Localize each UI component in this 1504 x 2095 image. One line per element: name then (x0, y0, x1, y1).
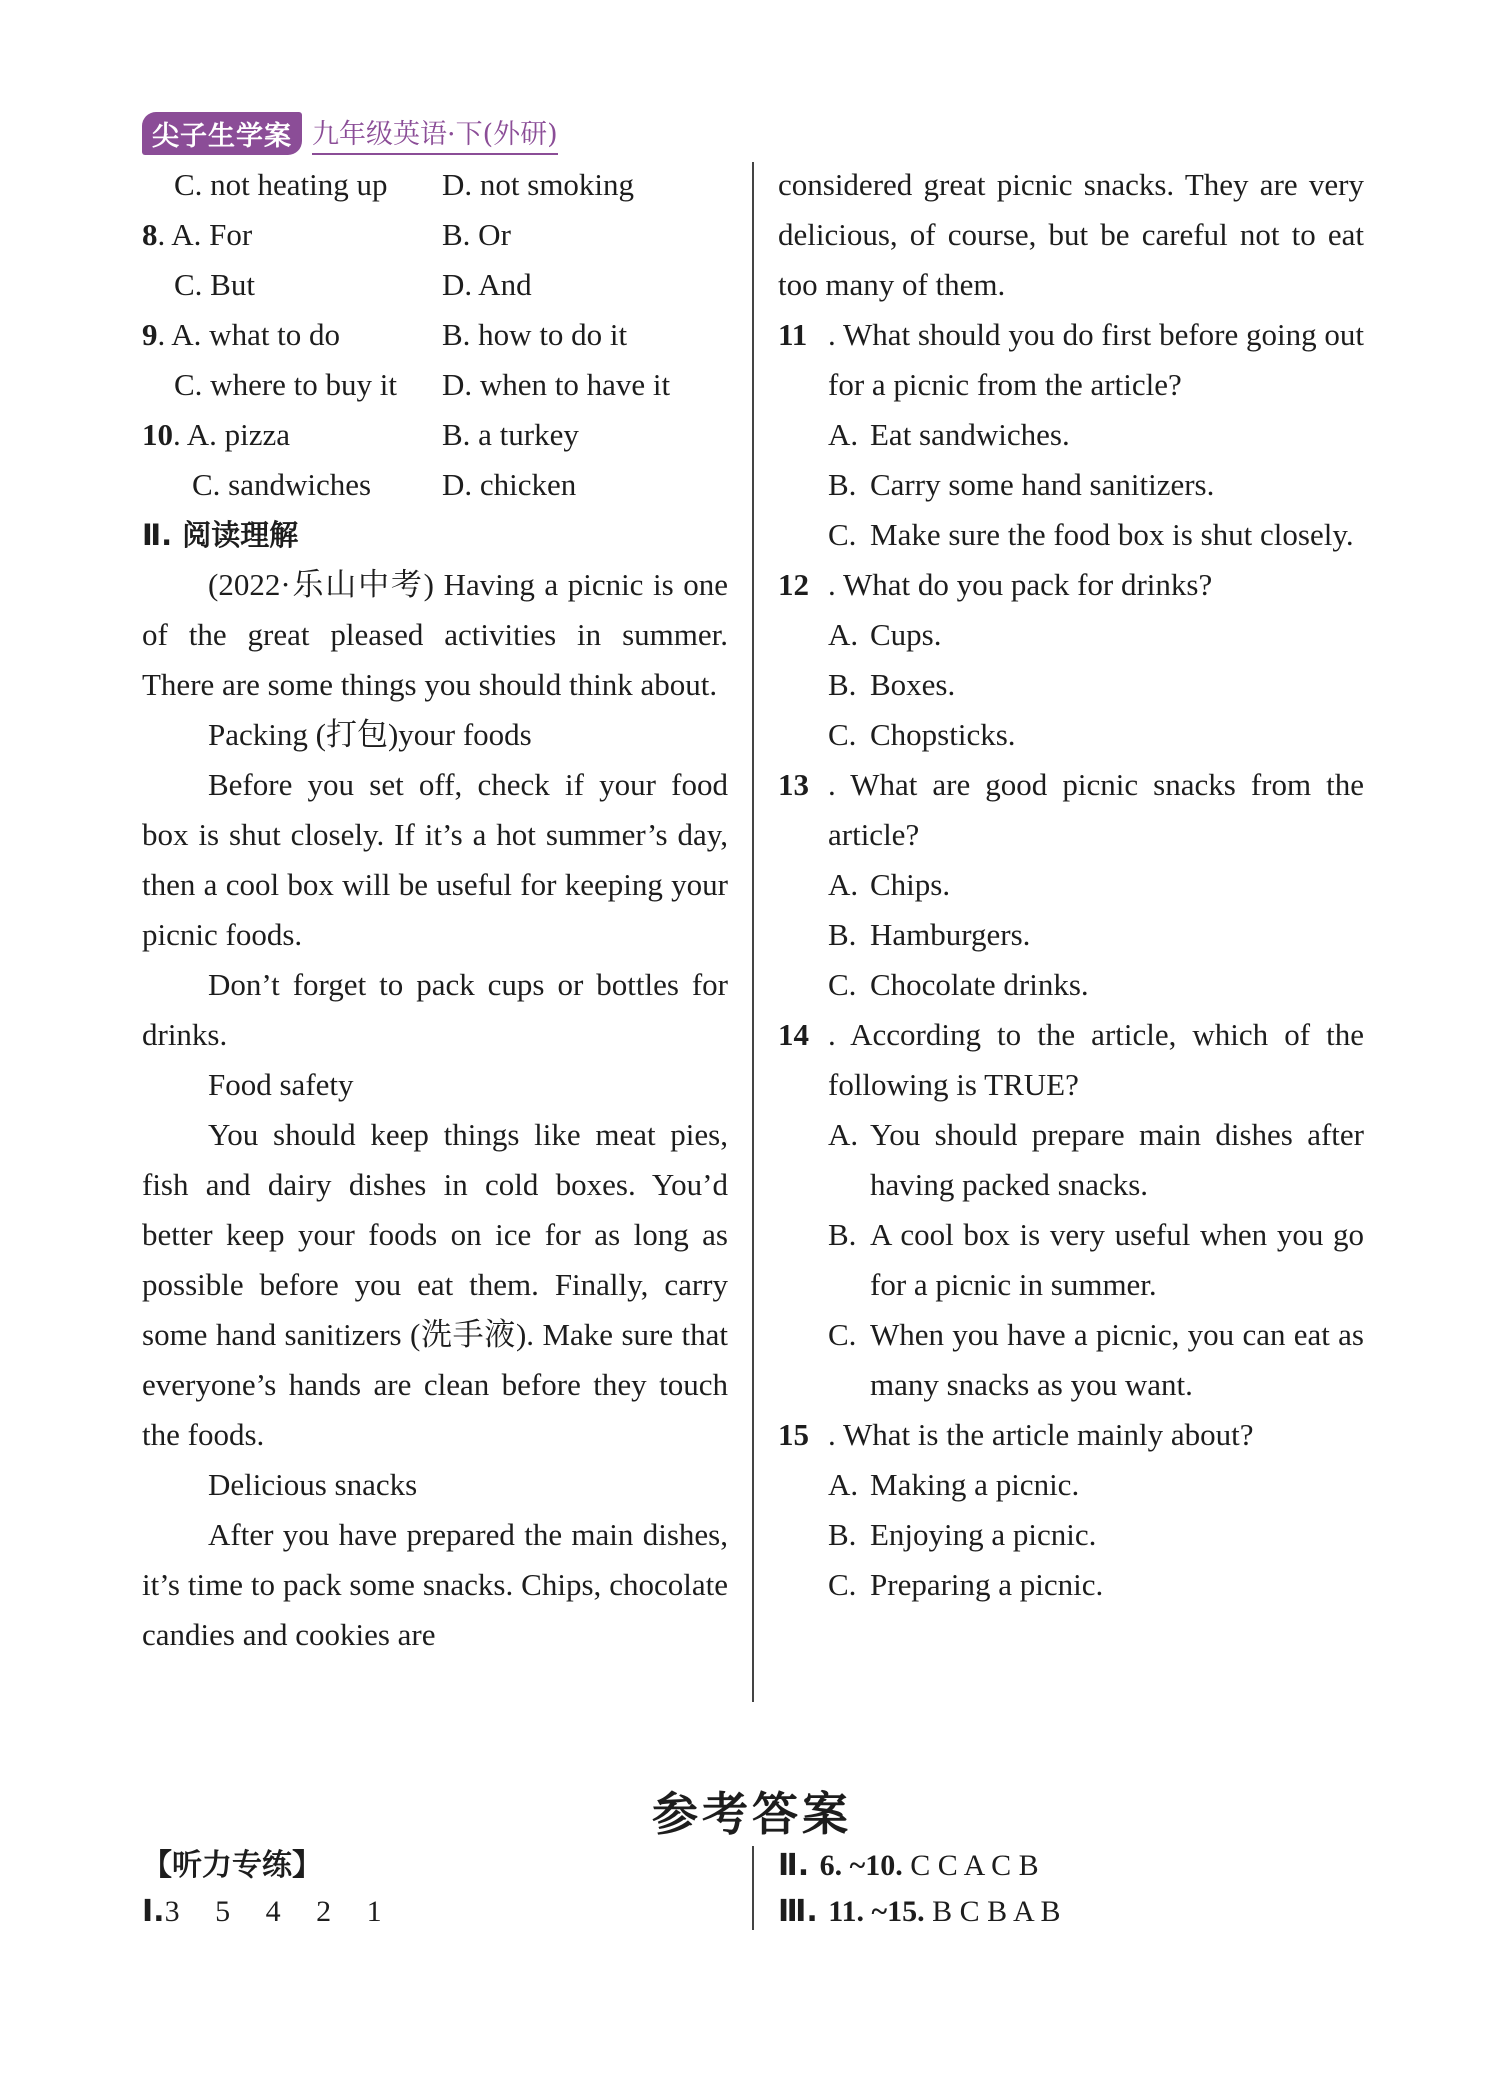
part-iii-range: 11. ~15. (828, 1895, 925, 1928)
q9-option-c: C. where to buy it (174, 367, 397, 402)
question-list (778, 310, 1364, 1610)
question-number: 15 (778, 1417, 809, 1452)
q7-option-d: D. not smoking (442, 167, 635, 202)
part-ii-label: Ⅱ. (778, 1848, 820, 1883)
question-text: . What is the article mainly about? (828, 1417, 1254, 1452)
question-15 (778, 1410, 1364, 1460)
heading-snacks: Delicious snacks (208, 1467, 418, 1502)
option-letter: B. (828, 667, 857, 702)
answers-right (778, 1843, 1061, 1935)
question-14-option (778, 1210, 1364, 1310)
option-text: Making a picnic. (870, 1467, 1080, 1502)
q10-option-d: D. chicken (442, 467, 577, 502)
heading-food-safety: Food safety (208, 1067, 354, 1102)
question-13-option (778, 960, 1364, 1010)
paragraph-packing-1: Before you set off, check if your food box is shut closely. If it’s a hot summer’s day, then a cool box will be useful for keeping your picnic foods. (142, 767, 728, 952)
option-letter: A. (828, 867, 859, 902)
option-text: Preparing a picnic. (870, 1567, 1104, 1602)
option-letter: B. (828, 1217, 857, 1252)
option-letter: C. (828, 517, 857, 552)
question-15-option (778, 1460, 1364, 1510)
part-iii-values: B C B A B (924, 1895, 1061, 1928)
option-text: Boxes. (870, 667, 956, 702)
question-13 (778, 760, 1364, 860)
question-13-option (778, 910, 1364, 960)
option-text: A cool box is very useful when you go for a picnic in summer. (870, 1217, 1364, 1302)
right-column (778, 160, 1364, 1610)
option-text: You should prepare main dishes after having packed snacks. (870, 1117, 1364, 1202)
answers-part-iii (778, 1889, 1061, 1935)
q10-option-c: C. sandwiches (192, 467, 372, 502)
paragraph-food-safety: You should keep things like meat pies, fish and dairy dishes in cold boxes. You’d better keep your foods on ice for as long as possible before you eat them. Finally, carry some hand sanitizers (洗手液). Make sure that everyone’s hands are clean before they touch the foods. (142, 1117, 728, 1452)
answers-part-i (142, 1889, 396, 1935)
question-text: . What do you pack for drinks? (828, 567, 1213, 602)
q8-option-c: C. But (174, 267, 255, 302)
q8-option-b: B. Or (442, 217, 511, 252)
answers-title: 参考答案 (652, 1787, 852, 1841)
option-letter: C. (828, 1567, 857, 1602)
brand-badge: 尖子生学案 (142, 112, 302, 155)
q10-option-b: B. a turkey (442, 417, 579, 452)
question-11 (778, 310, 1364, 410)
paragraph-snacks-start: After you have prepared the main dishes, it’s time to pack some snacks. Chips, chocolate candies and cookies are (142, 1517, 728, 1652)
question-12-option (778, 710, 1364, 760)
option-letter: C. (828, 967, 857, 1002)
option-letter: A. (828, 1467, 859, 1502)
q9-options-cd (142, 360, 728, 410)
question-text: . According to the article, which of the following is TRUE? (828, 1017, 1364, 1102)
question-number: 14 (778, 1017, 809, 1052)
answers-divider (752, 1846, 754, 1930)
option-text: Chocolate drinks. (870, 967, 1089, 1002)
option-text: Enjoying a picnic. (870, 1517, 1097, 1552)
question-number: 12 (778, 567, 809, 602)
question-12-option (778, 610, 1364, 660)
question-11-option (778, 510, 1364, 560)
q9-number: 9 (142, 317, 158, 352)
part-ii-values: C C A C B (902, 1849, 1039, 1882)
q8-option-d: D. And (442, 267, 532, 302)
answers-left (142, 1843, 396, 1935)
option-letter: A. (828, 417, 859, 452)
question-14 (778, 1010, 1364, 1110)
question-11-option (778, 410, 1364, 460)
option-text: Carry some hand sanitizers. (870, 467, 1215, 502)
question-13-option (778, 860, 1364, 910)
option-letter: C. (828, 717, 857, 752)
q7-options-cd (142, 160, 728, 210)
q8-options-ab (142, 210, 728, 260)
q10-option-a: . A. pizza (173, 417, 291, 452)
question-11-option (778, 460, 1364, 510)
part-i-values: 3 5 4 2 1 (164, 1895, 396, 1928)
option-letter: C. (828, 1317, 857, 1352)
left-column (142, 160, 728, 1660)
paragraph-packing-2: Don’t forget to pack cups or bottles for drinks. (142, 967, 728, 1052)
option-text: Eat sandwiches. (870, 417, 1070, 452)
q9-option-a: . A. what to do (157, 317, 341, 352)
heading-packing: Packing (打包)your foods (208, 717, 532, 752)
option-text: When you have a picnic, you can eat as many snacks as you want. (870, 1317, 1364, 1402)
q8-option-a: . A. For (157, 217, 253, 252)
question-14-option (778, 1110, 1364, 1210)
q7-option-c: C. not heating up (174, 167, 388, 202)
option-letter: A. (828, 617, 859, 652)
question-12-option (778, 660, 1364, 710)
q10-options-cd (142, 460, 728, 510)
option-text: Cups. (870, 617, 942, 652)
passage-intro: (2022·乐山中考) Having a picnic is one of the great pleased activities in summer. There are some things you should think about. (142, 567, 728, 702)
option-letter: A. (828, 1117, 859, 1152)
question-text: . What should you do first before going out for a picnic from the article? (828, 317, 1364, 402)
option-letter: B. (828, 467, 857, 502)
q8-number: 8 (142, 217, 158, 252)
option-text: Chips. (870, 867, 951, 902)
q9-option-d: D. when to have it (442, 367, 671, 402)
question-12 (778, 560, 1364, 610)
question-15-option (778, 1560, 1364, 1610)
section-title-reading: Ⅱ. 阅读理解 (142, 518, 299, 552)
question-number: 11 (778, 317, 808, 352)
question-14-option (778, 1310, 1364, 1410)
q8-options-cd (142, 260, 728, 310)
question-number: 13 (778, 767, 809, 802)
answers-section-label: 【听力专练】 (142, 1848, 322, 1883)
part-ii-range: 6. ~10. (819, 1849, 903, 1882)
option-text: Make sure the food box is shut closely. (870, 517, 1354, 552)
column-divider (752, 162, 754, 1702)
q9-option-b: B. how to do it (442, 317, 628, 352)
answers-part-ii (778, 1843, 1061, 1889)
option-letter: B. (828, 1517, 857, 1552)
option-letter: B. (828, 917, 857, 952)
paragraph-snacks-end: considered great picnic snacks. They are very delicious, of course, but be careful not to eat too many of them. (778, 167, 1364, 302)
page-header (142, 112, 558, 154)
question-15-option (778, 1510, 1364, 1560)
option-text: Chopsticks. (870, 717, 1016, 752)
part-i-label: Ⅰ. (142, 1894, 165, 1929)
question-text: . What are good picnic snacks from the article? (828, 767, 1364, 852)
q10-options-ab (142, 410, 728, 460)
q10-number: 10 (142, 417, 173, 452)
q9-options-ab (142, 310, 728, 360)
book-subtitle: 九年级英语·下(外研) (312, 112, 558, 155)
part-iii-label: Ⅲ. (778, 1894, 829, 1929)
option-text: Hamburgers. (870, 917, 1031, 952)
